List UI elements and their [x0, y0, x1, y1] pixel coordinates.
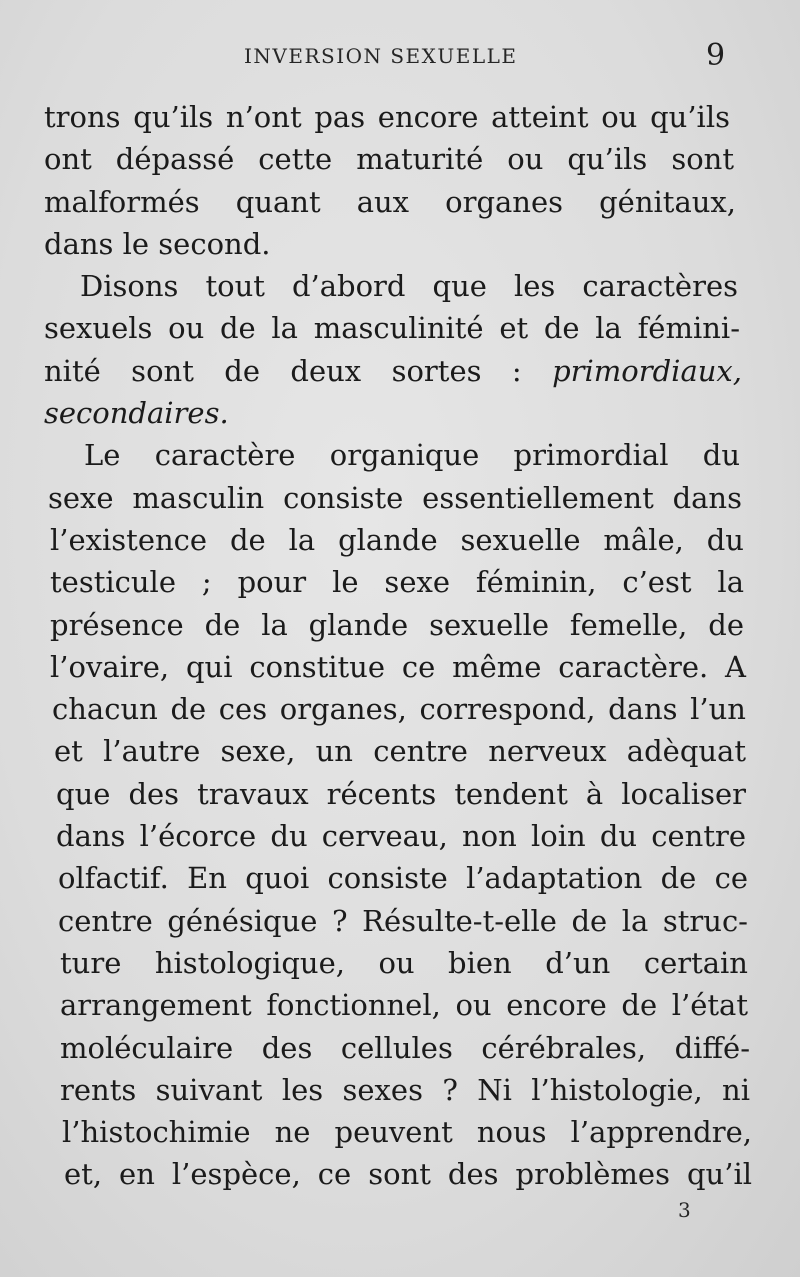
running-title: INVERSION SEXUELLE	[244, 44, 518, 68]
text-line: ont dépassé cette maturité ou qu’ils sont	[44, 142, 734, 177]
italic-term: primordiaux,	[552, 353, 742, 388]
text-line: dans l’écorce du cerveau, non loin du centre	[56, 819, 746, 854]
text-line: que des travaux récents tendent à localiser	[56, 776, 746, 811]
text-line: et, en l’espèce, ce sont des problèmes qu’il	[64, 1157, 752, 1192]
text-line: sexe masculin consiste essentiellement dans	[48, 480, 742, 515]
text-line: rents suivant les sexes ? Ni l’histologie, ni	[60, 1072, 750, 1107]
signature-mark: 3	[678, 1198, 691, 1222]
text-line: et l’autre sexe, un centre nerveux adèquat	[54, 734, 746, 769]
text-line: chacun de ces organes, correspond, dans l’un	[52, 692, 746, 727]
running-head	[0, 38, 800, 78]
text-line: sexuels ou de la masculinité et de la fémini-	[44, 311, 740, 346]
text-line: moléculaire des cellules cérébrales, diffé-	[60, 1030, 750, 1065]
text-line: arrangement fonctionnel, ou encore de l’état	[60, 988, 748, 1023]
text-line: Le caractère organique primordial du	[84, 438, 740, 473]
text-line: testicule ; pour le sexe féminin, c’est la	[50, 565, 744, 600]
text-line: trons qu’ils n’ont pas encore atteint ou qu’ils	[44, 100, 730, 134]
text-line: nité sont de deux sortes : primordiaux,	[44, 353, 742, 388]
text-line: olfactif. En quoi consiste l’adaptation de ce	[58, 861, 748, 896]
text-line: Disons tout d’abord que les caractères	[80, 269, 738, 304]
text-line: ture histologique, ou bien d’un certain	[60, 945, 748, 980]
text-line: présence de la glande sexuelle femelle, de	[50, 607, 744, 642]
body-text	[0, 96, 800, 1196]
text-line: l’histochimie ne peuvent nous l’apprendre,	[62, 1115, 752, 1150]
text-line: malformés quant aux organes génitaux,	[44, 184, 736, 219]
text-line: centre génésique ? Résulte-t-elle de la struc-	[58, 903, 748, 938]
italic-term: secondaires.	[44, 396, 229, 431]
text-line: l’existence de la glande sexuelle mâle, du	[50, 522, 744, 557]
page-number: 9	[706, 38, 726, 73]
text-line: dans le second.	[44, 226, 271, 261]
text-line	[0, 392, 800, 434]
text-line: l’ovaire, qui constitue ce même caractère. A	[50, 649, 746, 684]
